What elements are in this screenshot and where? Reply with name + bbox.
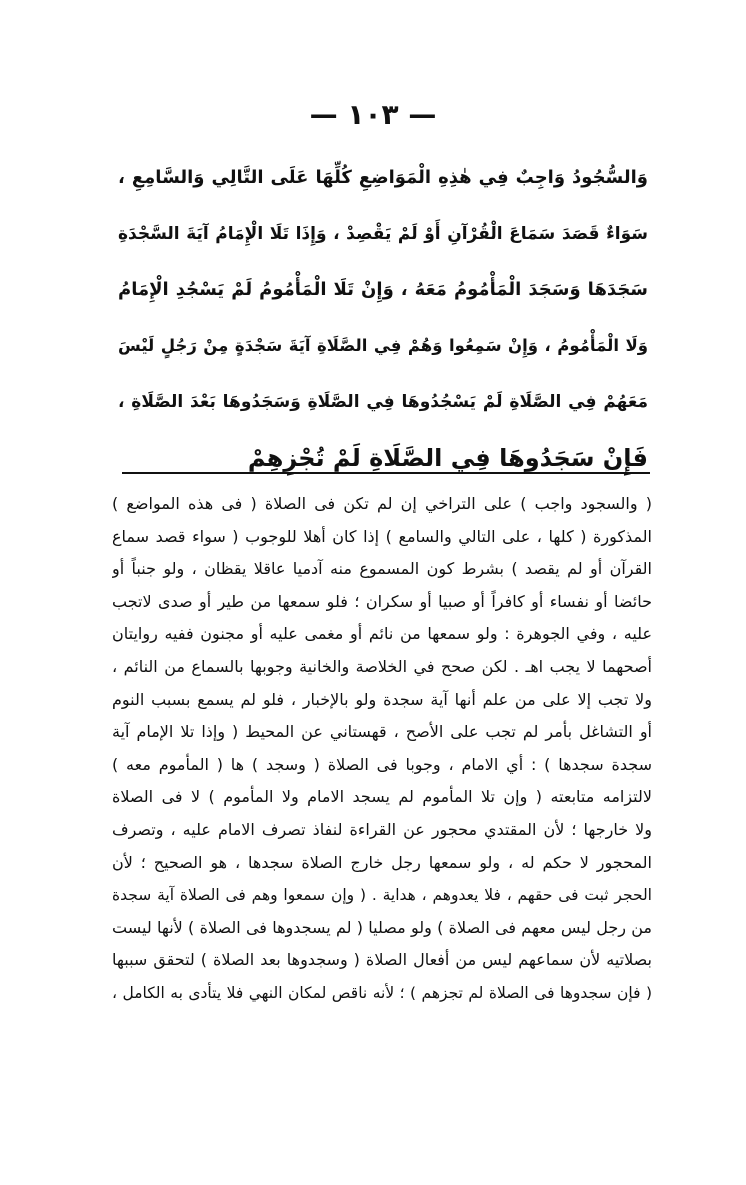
commentary-line: عليه ، وفي الجوهرة : ولو سمعها من نائم أو مغمى عليه أو مجنون ففيه روايتان — [112, 624, 652, 644]
main-text-line: سَوَاءٌ قَصَدَ سَمَاعَ الْقُرْآنِ أَوْ لَمْ يَقْصِدْ ، وَإِذَا تَلَا الْإِمَامُ آيَةَ السَّجْدَةِ — [118, 224, 648, 244]
commentary-line: حائضا أو نفساء أو كافراً أو صبيا أو سكران ؛ فلو سمعها من طير أو صدى لاتجب — [112, 591, 652, 611]
commentary-block — [112, 488, 652, 1010]
commentary-line: المذكورة ( كلها ، على التالي والسامع ) إذا كان أهلا للوجوب ( سواء قصد سماع — [112, 526, 652, 546]
main-text-line: فَإِنْ سَجَدُوهَا فِي الصَّلَاةِ لَمْ تُجْزِهِمْ — [247, 444, 648, 472]
commentary-line: ولا تجب إلا على من علم أنها آية سجدة ولو بالإخبار ، فلو لم يسمع بسبب النوم — [112, 689, 652, 709]
main-text-line: سَجَدَهَا وَسَجَدَ الْمَأْمُومُ مَعَهُ ، وَإِنْ تَلَا الْمَأْمُومُ لَمْ يَسْجُدِ الْإِمَامُ — [118, 279, 648, 300]
commentary-line: ( والسجود واجب ) على التراخي إن لم تكن فى الصلاة ( فى هذه المواضع ) — [112, 494, 652, 513]
section-divider — [122, 472, 650, 474]
main-text-line: مَعَهُمْ فِي الصَّلَاةِ لَمْ يَسْجُدُوهَا فِي الصَّلَاةِ وَسَجَدُوهَا بَعْدَ الصَّلَاةِ ، — [118, 392, 648, 412]
commentary-line: ( فإن سجدوها فى الصلاة لم تجزهم ) ؛ لأنه ناقص لمكان النهي فلا يتأدى به الكامل ، — [112, 983, 652, 1002]
commentary-line: بصلاتيه لأن سماعهم ليس من أفعال الصلاة ( وسجدوها بعد الصلاة ) لتحقق سببها — [112, 950, 652, 970]
commentary-line: المحجور لا حكم له ، ولو سمعها رجل خارج الصلاة سجدها ، هو الصحيح ؛ لأن — [112, 852, 652, 872]
commentary-line: الحجر ثبت فى حقهم ، فلا يعدوهم ، هداية . ( وإن سمعوا وهم فى الصلاة آية سجدة — [112, 886, 652, 905]
commentary-line: أصحهما لا يجب اهـ . لكن صحح في الخلاصة والخانية وجوبها بالسماع من النائم ، — [112, 656, 652, 676]
main-text-line: وَلَا الْمَأْمُومُ ، وَإِنْ سَمِعُوا وَهُمْ فِي الصَّلَاةِ آيَةَ سَجْدَةٍ مِنْ رَجُلٍ لَيْسَ — [118, 336, 648, 355]
commentary-line: القرآن أو لم يقصد ) بشرط كون المسموع منه آدميا عاقلا يقظان ، ولو جنباً أو — [112, 559, 652, 579]
main-text-line: وَالسُّجُودُ وَاجِبٌ فِي هٰذِهِ الْمَوَاضِعِ كُلِّهَا عَلَى التَّالِي وَالسَّامِعِ ، — [118, 167, 648, 188]
commentary-line: أو التشاغل بأمر لم تجب على الأصح ، قهستاني عن المحيط ( وإذا تلا الإمام آية — [112, 722, 652, 742]
commentary-line: ولا خارجها ؛ لأن المقتدي محجور عن القراءة لنفاذ تصرف الامام عليه ، وتصرف — [112, 819, 652, 839]
page-number: — ١٠٣ — — [309, 98, 437, 131]
commentary-line: سجدة سجدها ) : أي الامام ، وجوبا فى الصلاة ( وسجد ) ها ( المأموم معه ) — [112, 754, 652, 774]
commentary-line: من رجل ليس معهم فى الصلاة ) ولو مصليا ( لم يسجدوها فى الصلاة ) لأنها ليست — [112, 917, 652, 937]
main-text-block — [118, 150, 648, 486]
commentary-line: لالتزامه متابعته ( وإن تلا المأموم لم يسجد الامام ولا المأموم ) لا فى الصلاة — [112, 787, 652, 807]
